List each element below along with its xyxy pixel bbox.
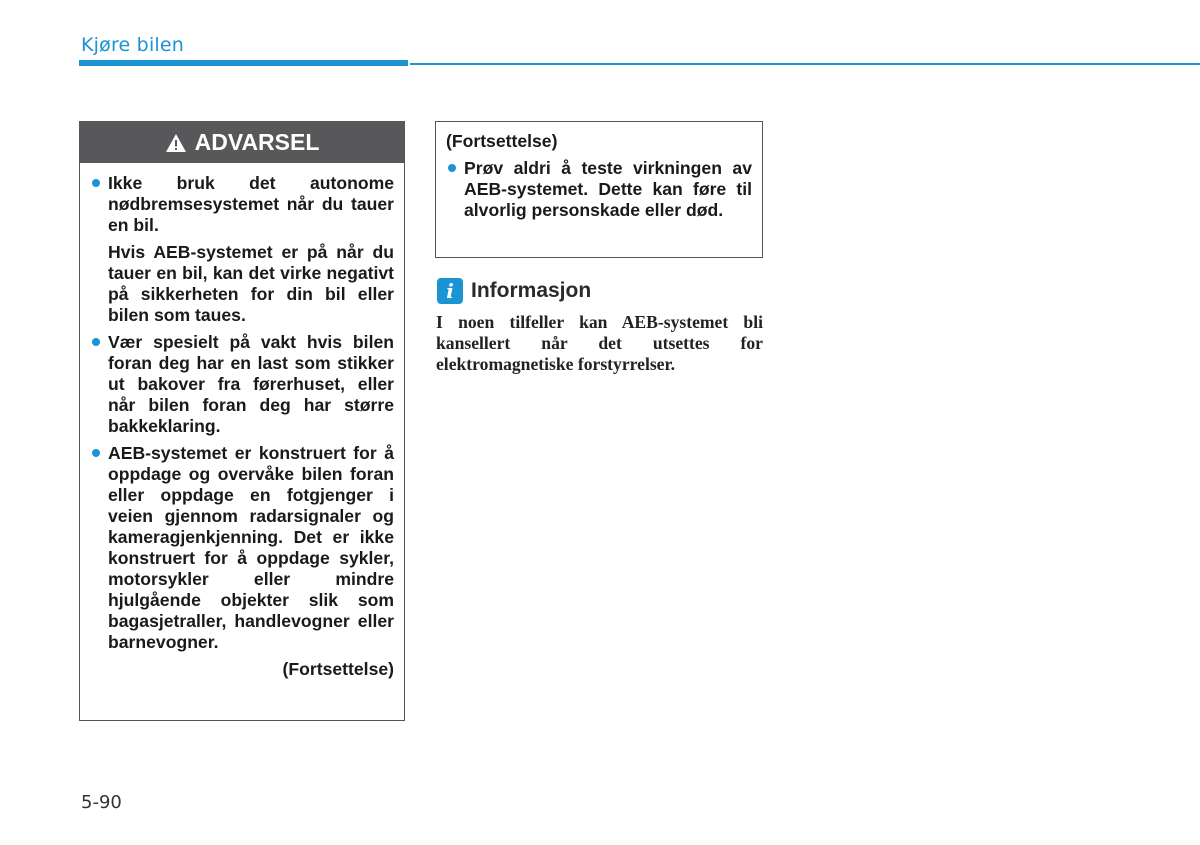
header-rule-thick xyxy=(79,60,408,66)
warning-body xyxy=(80,163,404,680)
warning-header xyxy=(80,122,404,163)
warning-triangle-icon xyxy=(165,133,187,153)
continuation-item: Prøv aldri å teste virkningen av AEB-systemet. Dette kan føre til alvorlig personskade eller død. xyxy=(446,158,752,221)
warning-item: Vær spesielt på vakt hvis bilen foran deg har en last som stikker ut bakover fra førerhuset, eller når bilen foran deg har større bakkeklaring. xyxy=(90,332,394,437)
warning-title: ADVARSEL xyxy=(194,129,320,155)
section-title: Kjøre bilen xyxy=(81,34,185,56)
page-number: 5-90 xyxy=(81,792,122,813)
info-text: I noen tilfeller kan AEB-systemet bli kansellert når det utsettes for elektromagnetiske forstyrrelser. xyxy=(436,312,763,374)
warning-item: Ikke bruk det autonome nødbremsesystemet når du tauer en bil. xyxy=(90,173,394,236)
info-title: Informasjon xyxy=(471,279,592,302)
continuation-box xyxy=(435,121,763,258)
warning-box xyxy=(79,121,405,721)
continued-label: (Fortsettelse) xyxy=(282,659,394,679)
warning-item-extra: Hvis AEB-systemet er på når du tauer en bil, kan det virke negativt på sikkerheten for din bil eller bilen som taues. xyxy=(108,242,394,325)
info-header xyxy=(437,278,591,304)
info-icon: i xyxy=(437,278,463,304)
continuation-heading: (Fortsettelse) xyxy=(446,131,558,151)
warning-item: AEB-systemet er konstruert for å oppdage og overvåke bilen foran eller oppdage en fotgjenger i veien gjennom radarsignaler og kameragjenkjenning. Det er ikke konstruert for å oppdage sykler, motorsykler eller mindre hjulgående objekter slik som bagasjetraller, handlevogner eller barnevogner. xyxy=(90,443,394,653)
header-rule-thin xyxy=(410,63,1200,65)
